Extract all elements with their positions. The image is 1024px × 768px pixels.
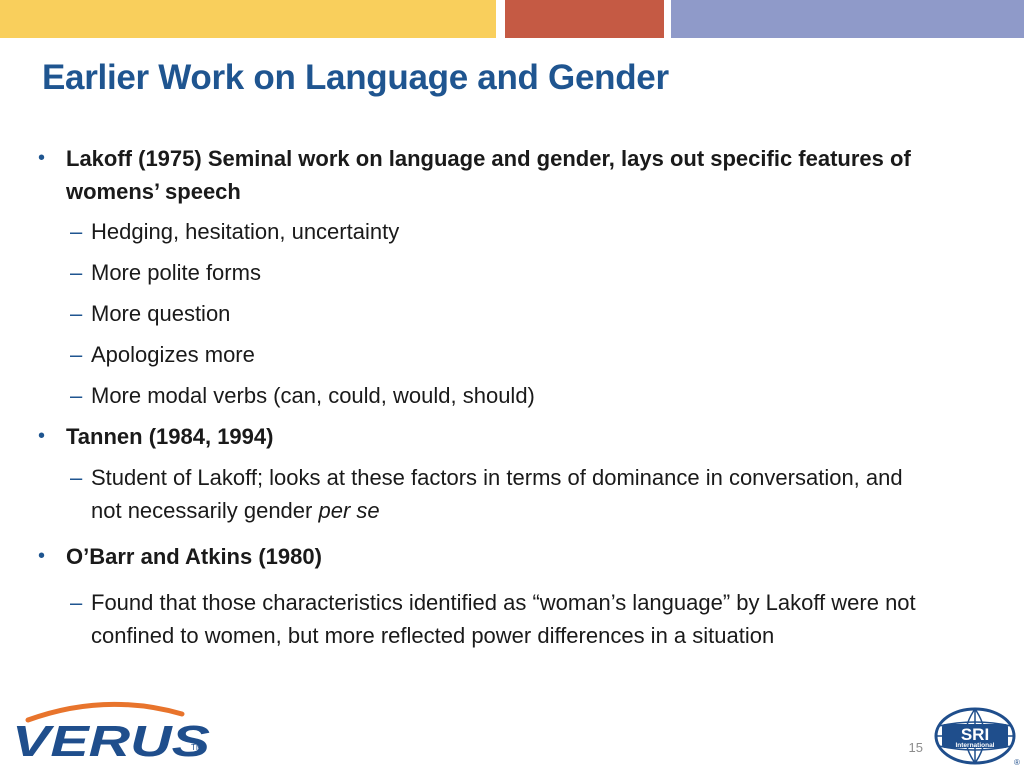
italic-emphasis: per se	[318, 498, 380, 523]
sub-bullet-text: Hedging, hesitation, uncertainty	[91, 219, 400, 244]
sub-bullet-text: More modal verbs (can, could, would, should)	[91, 383, 535, 408]
bullet-icon: •	[38, 545, 46, 567]
sri-subtitle: International	[955, 742, 995, 749]
sub-bullet-text: More question	[91, 301, 231, 326]
sub-bullet-text: Found that those characteristics identified as “woman’s language” by Lakoff were not confined to women, but more reflected power differences in a situation	[91, 590, 916, 648]
dash-icon: –	[70, 590, 83, 615]
dash-icon: –	[70, 260, 83, 285]
sub-bullet-item	[38, 338, 938, 371]
header-bar-blue	[671, 0, 1024, 38]
bullet-text: Lakoff (1975) Seminal work on language and gender, lays out specific features of womens’ speech	[66, 146, 911, 204]
sub-bullet-item	[38, 297, 938, 330]
sub-bullet-text	[91, 465, 903, 523]
trademark-mark: TM	[191, 743, 203, 752]
bullet-list	[38, 142, 938, 652]
verus-wordmark: VERUS	[12, 717, 210, 766]
dash-icon: –	[70, 465, 83, 490]
bullet-item	[38, 142, 938, 208]
sub-bullet-item	[38, 379, 938, 412]
bullet-text: O’Barr and Atkins (1980)	[66, 544, 322, 569]
sub-bullet-text-main: Student of Lakoff; looks at these factors in terms of dominance in conversation, and not necessarily gender	[91, 465, 903, 523]
bullet-text: Tannen (1984, 1994)	[66, 424, 274, 449]
dash-icon: –	[70, 342, 83, 367]
header-bar-red	[505, 0, 664, 38]
bullet-item	[38, 420, 938, 453]
bullet-icon: •	[38, 147, 46, 169]
verus-logo-icon	[10, 700, 228, 766]
sub-bullet-item	[38, 586, 938, 652]
sri-wordmark: SRI	[960, 725, 990, 744]
bullet-item	[38, 540, 938, 573]
slide-title: Earlier Work on Language and Gender	[42, 58, 669, 97]
sub-bullet-item	[38, 256, 938, 289]
dash-icon: –	[70, 301, 83, 326]
sri-logo-icon	[934, 705, 1018, 767]
slide-number: 15	[908, 740, 923, 755]
sub-bullet-item	[38, 461, 938, 527]
sub-bullet-item	[38, 215, 938, 248]
header-bar-yellow	[0, 0, 496, 38]
registered-mark: ®	[1014, 758, 1020, 767]
sub-bullet-text: More polite forms	[91, 260, 261, 285]
sub-bullet-text: Apologizes more	[91, 342, 255, 367]
dash-icon: –	[70, 383, 83, 408]
bullet-icon: •	[38, 425, 46, 447]
dash-icon: –	[70, 219, 83, 244]
